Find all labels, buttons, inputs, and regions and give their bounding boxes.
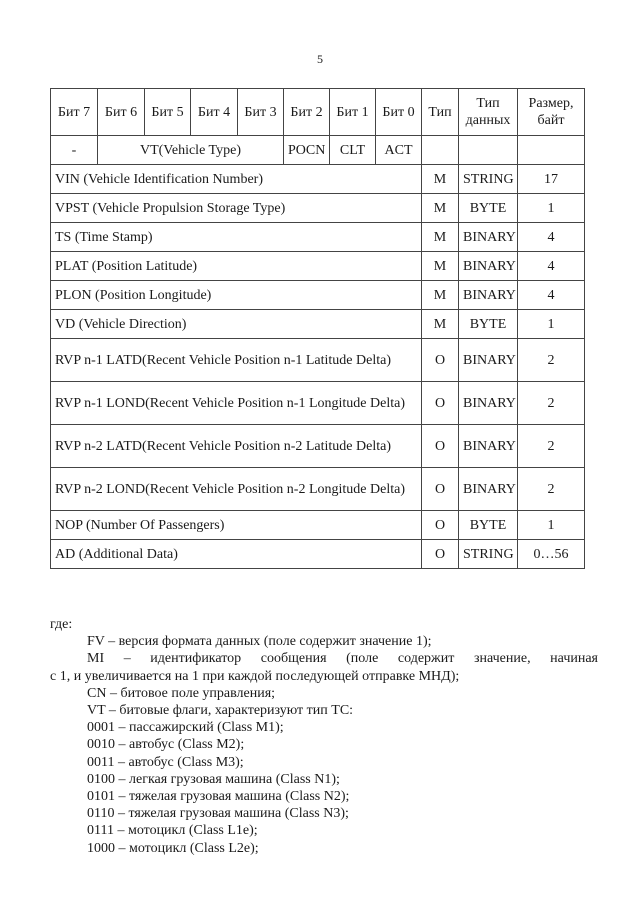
field-description: TS (Time Stamp) xyxy=(51,223,422,252)
table-row xyxy=(51,540,585,569)
header-bit-4: Бит 4 xyxy=(191,89,238,136)
header-bit-5: Бит 5 xyxy=(145,89,191,136)
notes-where: где: xyxy=(50,617,73,632)
table-row xyxy=(51,382,585,425)
field-description: NOP (Number Of Passengers) xyxy=(51,511,422,540)
field-data-type: BINARY xyxy=(459,223,518,252)
page-number: 5 xyxy=(317,52,323,66)
notes-mi-line2: с 1, и увеличивается на 1 при каждой последующей отправке МНД); xyxy=(50,668,460,684)
bitfield-pocn: POCN xyxy=(284,136,330,165)
field-type: O xyxy=(422,425,459,468)
field-size: 2 xyxy=(518,468,585,511)
notes-cn: CN – битовое поле управления; xyxy=(87,685,276,701)
header-size: Размер, байт xyxy=(518,89,585,136)
header-bit-2: Бит 2 xyxy=(284,89,330,136)
field-size: 17 xyxy=(518,165,585,194)
field-data-type: BINARY xyxy=(459,281,518,310)
field-description: PLON (Position Longitude) xyxy=(51,281,422,310)
field-size: 2 xyxy=(518,382,585,425)
field-type: M xyxy=(422,281,459,310)
vehicle-type-item: 0110 – тяжелая грузовая машина (Class N3); xyxy=(87,806,349,822)
bitfield-bit7: - xyxy=(51,136,98,165)
header-type: Тип xyxy=(422,89,459,136)
bitfield-data-type-empty xyxy=(459,136,518,165)
field-size: 2 xyxy=(518,339,585,382)
header-bit-6: Бит 6 xyxy=(98,89,145,136)
vehicle-type-item: 1000 – мотоцикл (Class L2e); xyxy=(87,840,259,856)
table-row xyxy=(51,281,585,310)
notes-mi-line1: MI – идентификатор сообщения (поле содержит значение, начиная xyxy=(87,651,598,667)
table-row xyxy=(51,468,585,511)
field-size: 0…56 xyxy=(518,540,585,569)
notes-fv: FV – версия формата данных (поле содержит значение 1); xyxy=(87,634,432,650)
field-type: M xyxy=(422,310,459,339)
table-header-row xyxy=(51,89,585,136)
field-size: 1 xyxy=(518,511,585,540)
field-description: RVP n-1 LOND(Recent Vehicle Position n-1 Longitude Delta) xyxy=(51,382,422,425)
table-row xyxy=(51,223,585,252)
field-size: 1 xyxy=(518,310,585,339)
vehicle-type-item: 0100 – легкая грузовая машина (Class N1); xyxy=(87,771,340,787)
field-size: 4 xyxy=(518,281,585,310)
table-row xyxy=(51,165,585,194)
field-data-type: BINARY xyxy=(459,252,518,281)
vehicle-type-item: 0010 – автобус (Class M2); xyxy=(87,737,245,753)
table-row xyxy=(51,339,585,382)
bitfield-row xyxy=(51,136,585,165)
field-data-type: STRING xyxy=(459,540,518,569)
bitfield-clt: CLT xyxy=(330,136,376,165)
field-description: VIN (Vehicle Identification Number) xyxy=(51,165,422,194)
field-type: O xyxy=(422,382,459,425)
field-data-type: BYTE xyxy=(459,194,518,223)
table-row xyxy=(51,310,585,339)
vehicle-type-item: 0101 – тяжелая грузовая машина (Class N2); xyxy=(87,789,350,805)
field-data-type: BYTE xyxy=(459,511,518,540)
field-size: 1 xyxy=(518,194,585,223)
field-data-type: BINARY xyxy=(459,339,518,382)
bitfield-vt: VT(Vehicle Type) xyxy=(98,136,284,165)
field-size: 4 xyxy=(518,223,585,252)
field-data-type: BYTE xyxy=(459,310,518,339)
field-type: M xyxy=(422,194,459,223)
field-data-type: STRING xyxy=(459,165,518,194)
field-description: AD (Additional Data) xyxy=(51,540,422,569)
field-description: VD (Vehicle Direction) xyxy=(51,310,422,339)
notes-vt: VT – битовые флаги, характеризуют тип ТС: xyxy=(87,703,354,719)
message-structure-table xyxy=(50,88,585,569)
header-bit-7: Бит 7 xyxy=(51,89,98,136)
field-type: O xyxy=(422,468,459,511)
bitfield-size-empty xyxy=(518,136,585,165)
field-type: M xyxy=(422,223,459,252)
notes-section xyxy=(50,616,598,857)
table-row xyxy=(51,425,585,468)
field-description: RVP n-2 LATD(Recent Vehicle Position n-2 Latitude Delta) xyxy=(51,425,422,468)
field-description: PLAT (Position Latitude) xyxy=(51,252,422,281)
field-description: VPST (Vehicle Propulsion Storage Type) xyxy=(51,194,422,223)
field-type: O xyxy=(422,339,459,382)
header-bit-3: Бит 3 xyxy=(238,89,284,136)
header-bit-0: Бит 0 xyxy=(376,89,422,136)
field-data-type: BINARY xyxy=(459,468,518,511)
field-type: M xyxy=(422,252,459,281)
field-data-type: BINARY xyxy=(459,425,518,468)
field-type: M xyxy=(422,165,459,194)
table-row xyxy=(51,252,585,281)
field-size: 4 xyxy=(518,252,585,281)
bitfield-act: ACT xyxy=(376,136,422,165)
vehicle-type-item: 0011 – автобус (Class M3); xyxy=(87,754,244,770)
bitfield-type-empty xyxy=(422,136,459,165)
header-bit-1: Бит 1 xyxy=(330,89,376,136)
field-type: O xyxy=(422,540,459,569)
field-type: O xyxy=(422,511,459,540)
field-size: 2 xyxy=(518,425,585,468)
field-data-type: BINARY xyxy=(459,382,518,425)
table-row xyxy=(51,511,585,540)
field-description: RVP n-1 LATD(Recent Vehicle Position n-1 Latitude Delta) xyxy=(51,339,422,382)
vehicle-type-item: 0111 – мотоцикл (Class L1e); xyxy=(87,823,258,839)
vehicle-type-item: 0001 – пассажирский (Class M1); xyxy=(87,720,284,736)
field-description: RVP n-2 LOND(Recent Vehicle Position n-2 Longitude Delta) xyxy=(51,468,422,511)
table-row xyxy=(51,194,585,223)
header-data-type: Тип данных xyxy=(459,89,518,136)
